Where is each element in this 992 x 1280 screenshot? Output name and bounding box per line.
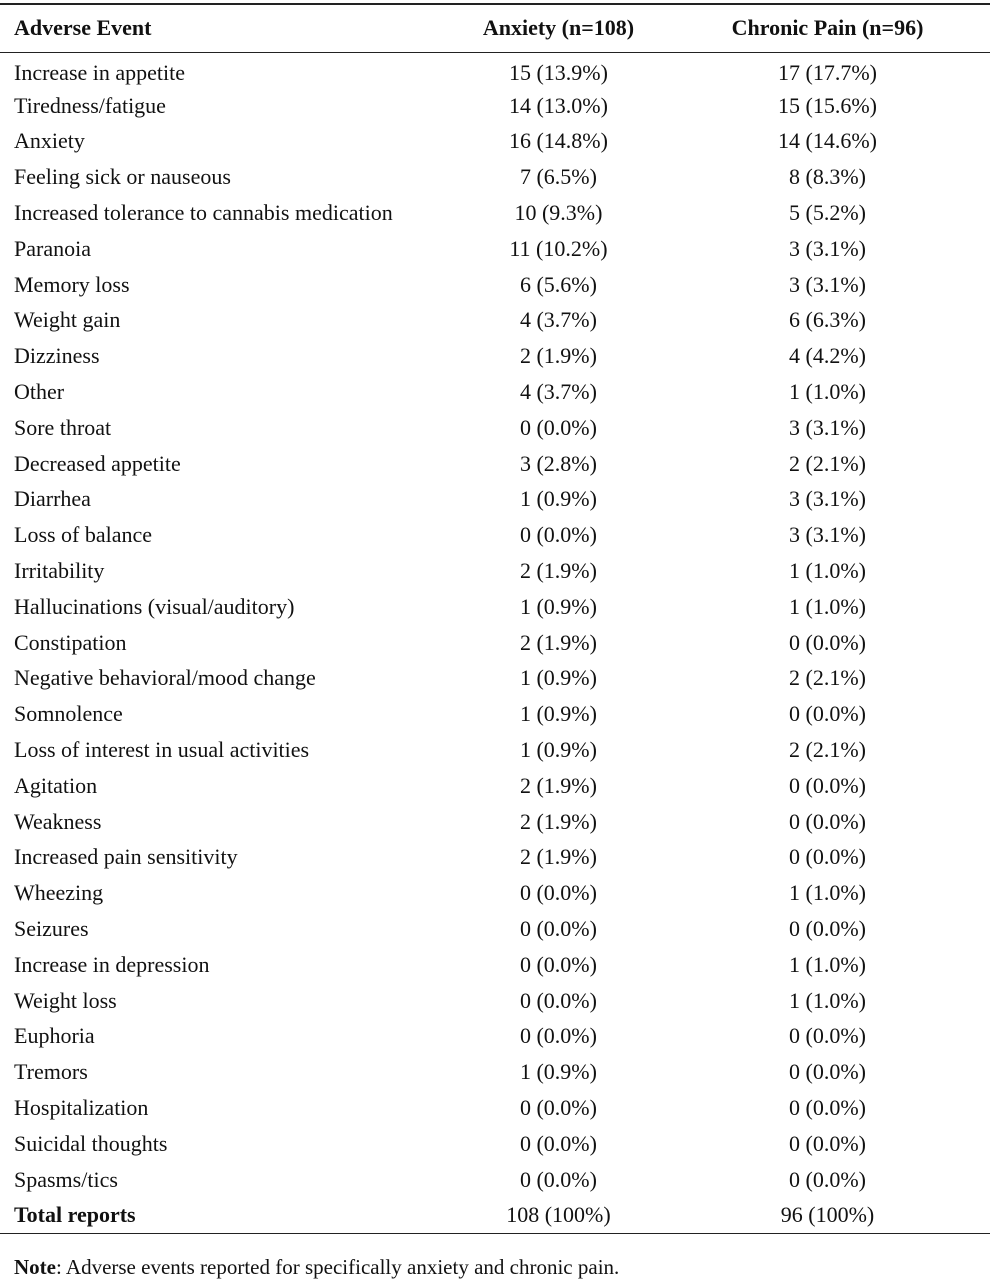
cell-anxiety: 15 (13.9%) <box>508 60 608 86</box>
cell-adverse-event: Weight loss <box>14 987 117 1013</box>
adverse-events-table <box>0 3 990 1234</box>
cell-chronic-pain: 3 (3.1%) <box>789 486 866 512</box>
cell-chronic-pain: 3 (3.1%) <box>789 271 866 297</box>
cell-chronic-pain: 4 (4.2%) <box>789 343 866 369</box>
cell-adverse-event: Decreased appetite <box>14 450 181 476</box>
cell-anxiety: 0 (0.0%) <box>519 951 597 977</box>
table-row <box>0 661 990 697</box>
cell-adverse-event: Somnolence <box>14 701 123 727</box>
table-row <box>0 1162 990 1198</box>
cell-chronic-pain: 15 (15.6%) <box>778 92 877 118</box>
cell-chronic-pain: 3 (3.1%) <box>789 235 866 261</box>
cell-anxiety: 2 (1.9%) <box>519 772 597 798</box>
cell-chronic-pain: 3 (3.1%) <box>789 522 866 548</box>
cell-adverse-event: Agitation <box>14 772 98 798</box>
cell-chronic-pain: 0 (0.0%) <box>789 629 866 655</box>
cell-adverse-event: Spasms/tics <box>14 1166 118 1192</box>
table-row <box>0 159 990 195</box>
table-row <box>0 410 990 446</box>
cell-adverse-event: Loss of balance <box>14 522 153 548</box>
table-body <box>0 52 990 1233</box>
cell-chronic-pain: 0 (0.0%) <box>789 1023 866 1049</box>
cell-anxiety: 1 (0.9%) <box>519 701 597 727</box>
cell-chronic-pain: 96 (100%) <box>665 1198 990 1234</box>
cell-adverse-event: Increase in appetite <box>14 60 186 86</box>
cell-chronic-pain: 0 (0.0%) <box>789 1130 866 1156</box>
table-row <box>0 589 990 625</box>
table-row <box>0 732 990 768</box>
table-row <box>0 374 990 410</box>
table-row <box>0 195 990 231</box>
cell-anxiety: 2 (1.9%) <box>519 629 597 655</box>
cell-adverse-event: Paranoia <box>14 235 91 261</box>
cell-anxiety: 6 (5.6%) <box>519 271 597 297</box>
cell-chronic-pain: 1 (1.0%) <box>789 379 866 405</box>
cell-adverse-event: Sore throat <box>14 414 112 440</box>
cell-anxiety: 0 (0.0%) <box>519 414 597 440</box>
cell-anxiety: 0 (0.0%) <box>519 1166 597 1192</box>
table-row <box>0 231 990 267</box>
header-anxiety: Anxiety (n=108) <box>452 4 665 52</box>
cell-anxiety: 4 (3.7%) <box>519 307 597 333</box>
cell-anxiety: 2 (1.9%) <box>519 844 597 870</box>
cell-adverse-event: Irritability <box>14 558 105 584</box>
table-row <box>0 947 990 983</box>
cell-anxiety: 0 (0.0%) <box>519 1023 597 1049</box>
cell-anxiety: 2 (1.9%) <box>519 558 597 584</box>
cell-adverse-event: Total reports <box>0 1198 452 1234</box>
cell-anxiety: 0 (0.0%) <box>519 916 597 942</box>
table-row <box>0 911 990 947</box>
cell-chronic-pain: 6 (6.3%) <box>789 307 866 333</box>
cell-chronic-pain: 0 (0.0%) <box>789 1166 866 1192</box>
table-row <box>0 1126 990 1162</box>
cell-anxiety: 11 (10.2%) <box>509 235 608 261</box>
header-row <box>0 4 990 52</box>
cell-adverse-event: Wheezing <box>14 880 104 906</box>
cell-anxiety: 16 (14.8%) <box>508 128 608 154</box>
cell-chronic-pain: 0 (0.0%) <box>789 772 866 798</box>
cell-anxiety: 1 (0.9%) <box>519 486 597 512</box>
cell-adverse-event: Increase in depression <box>14 951 210 977</box>
cell-adverse-event: Hospitalization <box>14 1095 149 1120</box>
cell-anxiety: 2 (1.9%) <box>519 343 597 369</box>
table-row <box>0 553 990 589</box>
cell-adverse-event: Dizziness <box>14 343 100 369</box>
cell-chronic-pain: 1 (1.0%) <box>789 951 866 977</box>
cell-chronic-pain: 0 (0.0%) <box>789 916 866 942</box>
cell-chronic-pain: 8 (8.3%) <box>789 164 866 190</box>
cell-chronic-pain: 17 (17.7%) <box>778 60 877 86</box>
table-row <box>0 625 990 661</box>
cell-adverse-event: Euphoria <box>14 1023 95 1049</box>
cell-adverse-event: Loss of interest in usual activities <box>14 737 310 763</box>
cell-adverse-event: Anxiety <box>14 128 85 154</box>
note-text: : Adverse events reported for specifically anxiety and chronic pain. <box>55 1255 620 1279</box>
total-row <box>0 1198 990 1234</box>
cell-chronic-pain: 0 (0.0%) <box>789 1095 866 1120</box>
table-row <box>0 52 990 88</box>
table-row <box>0 804 990 840</box>
cell-chronic-pain: 1 (1.0%) <box>789 880 866 906</box>
cell-anxiety: 14 (13.0%) <box>508 92 608 118</box>
cell-anxiety: 108 (100%) <box>452 1198 665 1234</box>
note-label: Note <box>14 1255 56 1279</box>
table-header <box>0 4 990 52</box>
cell-chronic-pain: 0 (0.0%) <box>789 844 866 870</box>
cell-chronic-pain: 1 (1.0%) <box>789 558 866 584</box>
table-row <box>0 875 990 911</box>
cell-chronic-pain: 0 (0.0%) <box>789 1059 866 1085</box>
cell-chronic-pain: 2 (2.1%) <box>789 665 866 691</box>
header-chronic-pain: Chronic Pain (n=96) <box>665 4 990 52</box>
cell-adverse-event: Suicidal thoughts <box>14 1130 168 1156</box>
table-row <box>0 124 990 160</box>
cell-chronic-pain: 0 (0.0%) <box>789 701 866 727</box>
cell-adverse-event: Tiredness/fatigue <box>14 92 166 118</box>
table-note <box>14 1255 619 1279</box>
cell-adverse-event: Feeling sick or nauseous <box>14 164 231 190</box>
table-row <box>0 1090 990 1126</box>
cell-adverse-event: Weakness <box>14 808 102 834</box>
cell-anxiety: 1 (0.9%) <box>519 1059 597 1085</box>
cell-adverse-event: Increased pain sensitivity <box>14 844 238 870</box>
cell-anxiety: 1 (0.9%) <box>519 737 597 763</box>
table-row <box>0 983 990 1019</box>
table-row <box>0 303 990 339</box>
cell-adverse-event: Negative behavioral/mood change <box>14 665 316 691</box>
table-row <box>0 1054 990 1090</box>
cell-anxiety: 0 (0.0%) <box>519 1095 597 1120</box>
cell-chronic-pain: 1 (1.0%) <box>789 593 866 619</box>
cell-adverse-event: Other <box>14 379 65 405</box>
cell-chronic-pain: 2 (2.1%) <box>789 450 866 476</box>
cell-anxiety: 3 (2.8%) <box>519 450 597 476</box>
cell-anxiety: 1 (0.9%) <box>519 665 597 691</box>
cell-chronic-pain: 3 (3.1%) <box>789 414 866 440</box>
cell-adverse-event: Seizures <box>14 916 89 942</box>
table-row <box>0 482 990 518</box>
cell-adverse-event: Weight gain <box>14 307 121 333</box>
table-row <box>0 517 990 553</box>
table-row <box>0 338 990 374</box>
table-row <box>0 446 990 482</box>
cell-chronic-pain: 0 (0.0%) <box>789 808 866 834</box>
cell-adverse-event: Tremors <box>14 1059 88 1085</box>
table-row <box>0 88 990 124</box>
cell-chronic-pain: 5 (5.2%) <box>789 200 866 226</box>
table-row <box>0 840 990 876</box>
cell-adverse-event: Constipation <box>14 629 127 655</box>
cell-adverse-event: Memory loss <box>14 271 130 297</box>
cell-adverse-event: Hallucinations (visual/auditory) <box>14 593 295 619</box>
cell-anxiety: 7 (6.5%) <box>519 164 597 190</box>
cell-chronic-pain: 2 (2.1%) <box>789 737 866 763</box>
header-adverse-event: Adverse Event <box>0 4 452 52</box>
cell-anxiety: 0 (0.0%) <box>519 987 597 1013</box>
cell-anxiety: 10 (9.3%) <box>514 200 603 226</box>
table-row <box>0 768 990 804</box>
cell-adverse-event: Diarrhea <box>14 486 91 512</box>
cell-chronic-pain: 1 (1.0%) <box>789 987 866 1013</box>
cell-anxiety: 0 (0.0%) <box>519 522 597 548</box>
cell-adverse-event: Increased tolerance to cannabis medication <box>14 200 393 226</box>
cell-chronic-pain: 14 (14.6%) <box>778 128 877 154</box>
cell-anxiety: 4 (3.7%) <box>519 379 597 405</box>
table-row <box>0 696 990 732</box>
cell-anxiety: 1 (0.9%) <box>519 593 597 619</box>
cell-anxiety: 2 (1.9%) <box>519 808 597 834</box>
cell-anxiety: 0 (0.0%) <box>519 880 597 906</box>
cell-anxiety: 0 (0.0%) <box>519 1130 597 1156</box>
table-row <box>0 267 990 303</box>
table-row <box>0 1019 990 1055</box>
